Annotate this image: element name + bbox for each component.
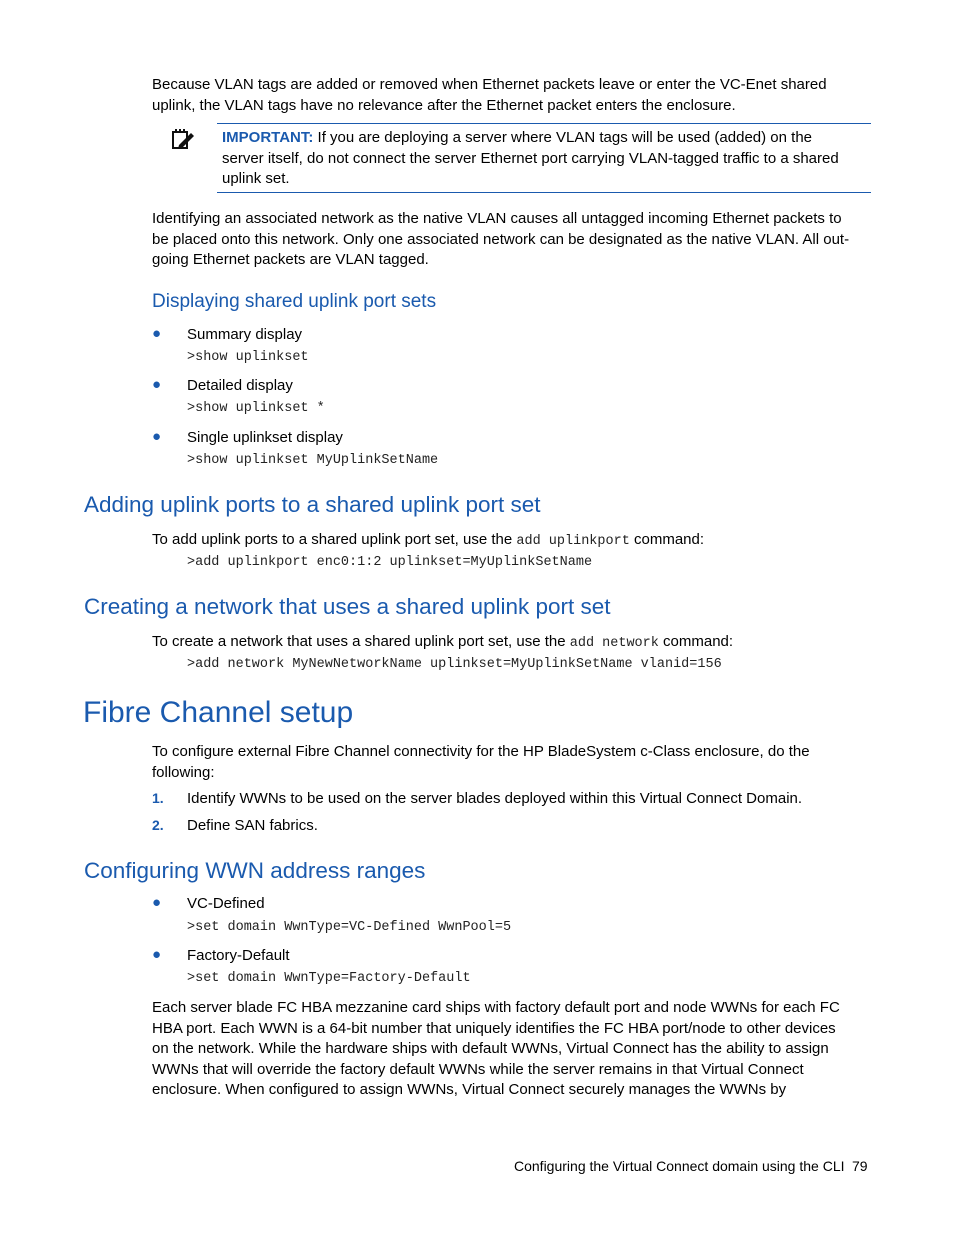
step-number: 2. (152, 817, 164, 833)
creating-paragraph (152, 632, 733, 655)
code-command: >show uplinkset * (187, 401, 325, 416)
list-item-label: Factory-Default (187, 947, 290, 964)
creating-text-before: To create a network that uses a shared uplink port set, use the (152, 633, 570, 650)
intro-paragraph (152, 75, 827, 116)
list-item-label: VC-Defined (187, 895, 265, 912)
code-command: >add uplinkport enc0:1:2 uplinkset=MyUplinkSetName (187, 555, 593, 570)
adding-text-before: To add uplink ports to a shared uplink port set, use the (152, 531, 517, 548)
step-text: Define SAN fabrics. (187, 817, 318, 834)
code-command: >set domain WwnType=Factory-Default (187, 971, 471, 986)
list-item-label: Single uplinkset display (187, 429, 343, 446)
important-line-2: server itself, do not connect the server Ethernet port carrying VLAN-tagged traffic to a shared (222, 149, 839, 167)
important-text-1: If you are deploying a server where VLAN tags will be used (added) on the (313, 129, 813, 146)
important-bottom-rule (217, 192, 871, 193)
creating-text-after: command: (658, 633, 734, 650)
wwn-paragraph (152, 998, 840, 1101)
adding-inline-code: add uplinkport (516, 534, 630, 549)
native-vlan-line-3: going Ethernet packets are VLAN tagged. (152, 251, 429, 268)
footer-title: Configuring the Virtual Connect domain using the CLI (514, 1158, 845, 1174)
intro-line-1: Because VLAN tags are added or removed when Ethernet packets leave or enter the VC-Enet shared (152, 76, 827, 93)
bullet-icon: ● (152, 325, 162, 342)
wwn-para-line: Each server blade FC HBA mezzanine card ships with factory default port and node WWNs for each FC (152, 999, 840, 1016)
important-note (222, 128, 839, 190)
intro-line-2: uplink, the VLAN tags have no relevance after the Ethernet packet enters the enclosure. (152, 96, 736, 114)
wwn-para-line: HBA port. Each WWN is a 64-bit number that uniquely identifies the FC HBA port/node to other devices (152, 1019, 836, 1037)
list-item-label: Detailed display (187, 377, 293, 394)
important-line-1 (222, 128, 839, 149)
adding-text-after: command: (629, 531, 705, 548)
native-vlan-line-2: be placed onto this network. Only one associated network can be designated as the native VLAN. All out- (152, 230, 850, 248)
creating-inline-code: add network (569, 636, 659, 651)
code-command: >set domain WwnType=VC-Defined WwnPool=5 (187, 920, 512, 935)
heading-fibre-channel-setup: Fibre Channel setup (83, 696, 354, 729)
heading-displaying-uplink-sets: Displaying shared uplink port sets (152, 291, 437, 312)
important-top-rule (217, 123, 871, 124)
native-vlan-paragraph (152, 209, 849, 271)
code-command: >add network MyNewNetworkName uplinkset=MyUplinkSetName vlanid=156 (187, 657, 722, 672)
code-command: >show uplinkset MyUplinkSetName (187, 453, 439, 468)
fibre-paragraph (152, 742, 810, 783)
native-vlan-line-1: Identifying an associated network as the native VLAN causes all untagged incoming Ethernet packets to (152, 210, 842, 227)
heading-adding-uplink-ports: Adding uplink ports to a shared uplink port set (84, 492, 541, 517)
important-note-icon (171, 128, 195, 150)
important-line-3: uplink set. (222, 170, 290, 187)
adding-paragraph (152, 530, 704, 553)
heading-configuring-wwn: Configuring WWN address ranges (84, 858, 426, 883)
important-label: IMPORTANT: (222, 129, 314, 146)
step-text: Identify WWNs to be used on the server blades deployed within this Virtual Connect Domain. (187, 790, 803, 807)
bullet-icon: ● (152, 376, 162, 393)
wwn-para-line: WWNs that will override the factory default WWNs while the server remains in that Virtual Connect (152, 1060, 804, 1078)
bullet-icon: ● (152, 946, 162, 963)
bullet-icon: ● (152, 894, 162, 911)
wwn-para-line: on the network. While the hardware ships with default WWNs, Virtual Connect has the ability to assign (152, 1040, 829, 1057)
page-number: 79 (852, 1158, 868, 1174)
wwn-para-line: enclosure. When configured to assign WWNs, Virtual Connect securely manages the WWNs by (152, 1081, 787, 1098)
fibre-line-2: following: (152, 763, 215, 781)
step-number: 1. (152, 790, 164, 806)
list-item-label: Summary display (187, 326, 303, 343)
fibre-line-1: To configure external Fibre Channel connectivity for the HP BladeSystem c-Class enclosure, do the (152, 743, 810, 760)
code-command: >show uplinkset (187, 350, 309, 365)
heading-creating-network: Creating a network that uses a shared uplink port set (84, 594, 611, 619)
bullet-icon: ● (152, 428, 162, 445)
